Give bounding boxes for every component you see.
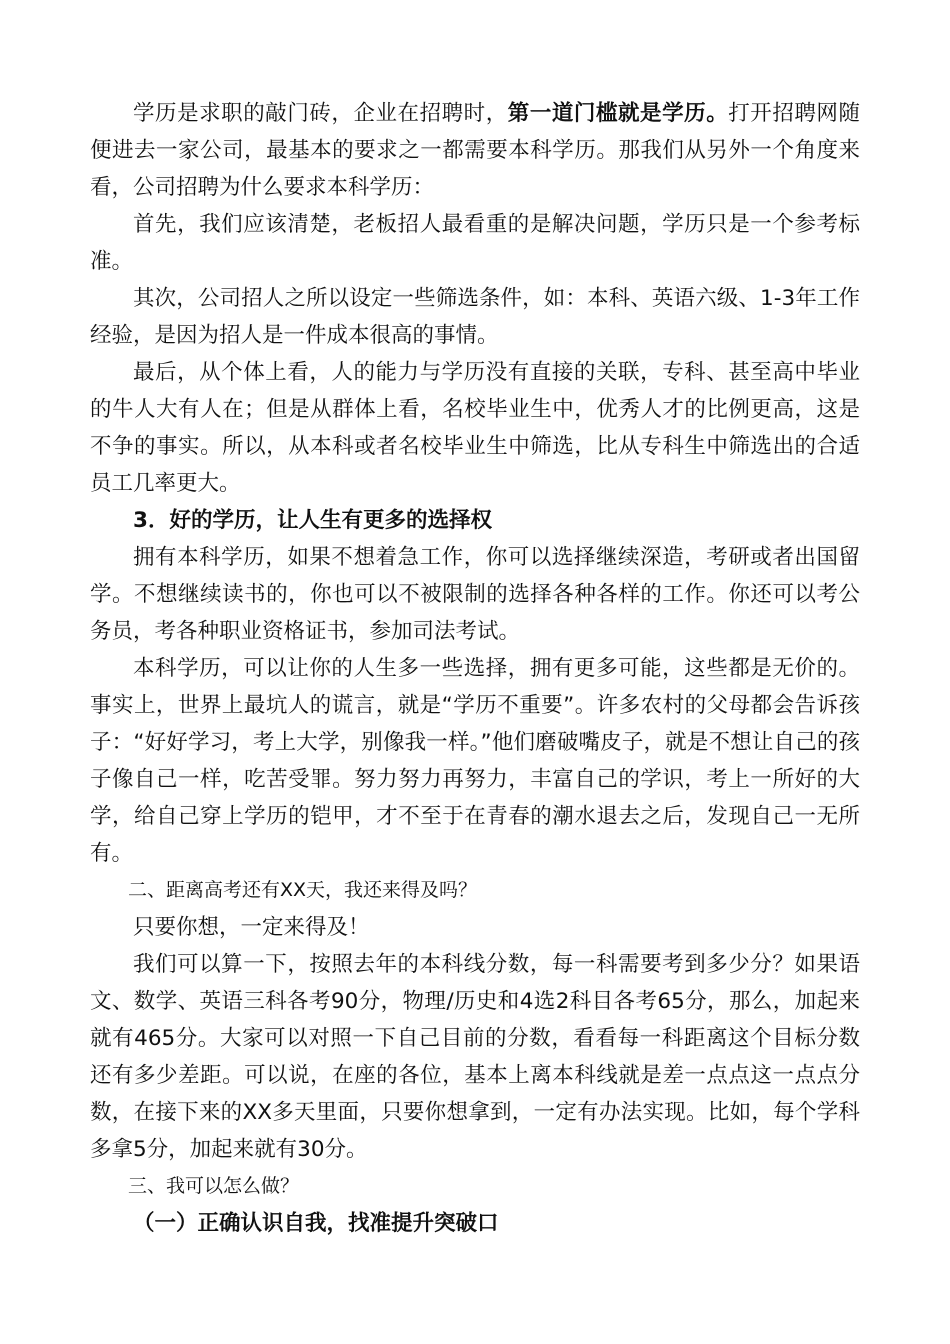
- paragraph-second: 其次，公司招人之所以设定一些筛选条件，如：本科、英语六级、1-3年工作经验，是因为招人是一件成本很高的事情。: [90, 286, 860, 348]
- paragraph-first: 首先，我们应该清楚，老板招人最看重的是解决问题，学历只是一个参考标准。: [90, 212, 860, 274]
- document-body: [90, 95, 860, 1242]
- heading-know-yourself: （一）正确认识自我，找准提升突破口: [133, 1211, 499, 1236]
- paragraph-bachelor-options: 拥有本科学历，如果不想着急工作，你可以选择继续深造，考研或者出国留学。不想继续读书的，你也可以不被限制的选择各种各样的工作。你还可以考公务员，考各种职业资格证书，参加司法考试。: [90, 545, 860, 644]
- paragraph-education-door: 学历是求职的敲门砖，企业在招聘时，第一道门槛就是学历。打开招聘网随便进去一家公司，最基本的要求之一都需要本科学历。那我们从另外一个角度来看，公司招聘为什么要求本科学历：: [90, 101, 860, 200]
- heading-good-education: 3．好的学历，让人生有更多的选择权: [133, 508, 492, 533]
- heading-days-left: 二、距离高考还有XX天，我还来得及吗？: [128, 879, 478, 901]
- paragraph-bachelor-choices: 本科学历，可以让你的人生多一些选择，拥有更多可能，这些都是无价的。事实上，世界上最坑人的谎言，就是“学历不重要”。许多农村的父母都会告诉孩子：“好好学习，考上大学，别像我一样。”他们磨破嘴皮子，就是不想让自己的孩子像自己一样，吃苦受罪。努力努力再努力，丰富自己的学识，考上一所好的大学，给自己穿上学历的铠甲，才不至于在青春的潮水退去之后，发现自己一无所有。: [90, 656, 860, 866]
- paragraph-in-time: 只要你想，一定来得及！: [133, 915, 370, 940]
- paragraph-finally: 最后，从个体上看，人的能力与学历没有直接的关联，专科、甚至高中毕业的牛人大有人在；但是从群体上看，名校毕业生中，优秀人才的比例更高，这是不争的事实。所以，从本科或者名校毕业生中筛选，比从专科生中筛选出的合适员工几率更大。: [90, 360, 860, 496]
- bold-phrase: 第一道门槛就是学历。: [507, 101, 729, 126]
- heading-what-to-do: 三、我可以怎么做？: [128, 1175, 300, 1197]
- paragraph-score-calc: 我们可以算一下，按照去年的本科线分数，每一科需要考到多少分？如果语文、数学、英语三科各考90分，物理/历史和4选2科目各考65分，那么，加起来就有465分。大家可以对照一下自己目前的分数，看看每一科距离这个目标分数还有多少差距。可以说，在座的各位，基本上离本科线就是差一点点这一点点分数，在接下来的XX多天里面，只要你想拿到，一定有办法实现。比如，每个学科多拿5分，加起来就有30分。: [90, 952, 860, 1162]
